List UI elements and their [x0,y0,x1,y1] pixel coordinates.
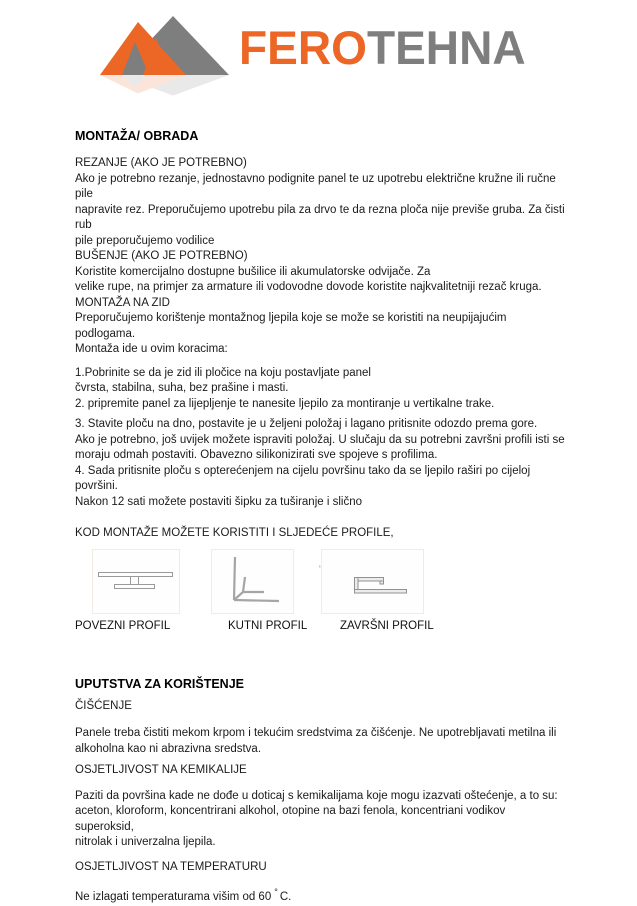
kutni-profil-icon [213,551,292,612]
paragraph-line: alkoholna kao ni abrazivna sredstva. [75,742,262,755]
zavrsni-profil-label: ZAVRŠNI PROFIL [340,619,434,632]
kemikalije-paragraph [75,789,567,851]
heading-busenje: BUŠENJE (AKO JE POTREBNO) [75,250,248,262]
paragraph-line: Panele treba čistiti mekom krpom i tekućim sredstvima za čišćenje. Ne upotrebljavati metilna ili [75,727,557,739]
logo [0,0,637,102]
paragraph-line: aceton, kloroform, koncentrirani alkohol, otopine na bazi fenola, koncentriani vodikov superoksid, [75,805,506,833]
profiles-intro: KOD MONTAŽE MOŽETE KORISTITI I SLJEDEĆE PROFILE, [75,527,394,539]
povezni-profil-label: POVEZNI PROFIL [75,619,171,632]
document-content [0,128,637,906]
ciscenje-paragraph [75,726,567,757]
brand-fero: FERO [239,21,367,74]
paragraph-line: Paziti da površina kade ne dođe u doticaj s kemikalijama koje mogu izazvati oštećenje, a to su: [75,789,558,802]
stray-mark: ' [319,563,321,574]
step-line: 4. Sada pritisnite ploču s opterećenjem na cijelu površinu tako da se ljepilo raširi po cijeloj površini. [75,464,531,492]
paragraph-line: Ako je potrebno rezanje, jednostavno podignite panel te uz upotrebu električne kružne ili ručne pile [75,172,556,200]
degree-symbol: ° [274,887,278,897]
mountain-logo-icon [95,10,235,100]
kutni-profil-label: KUTNI PROFIL [228,619,308,632]
kutni-profil-image [211,549,294,614]
povezni-profil-image [92,549,180,614]
page-title: MONTAŽA/ OBRADA [75,129,199,143]
paragraph-line: pile preporučujemo vodilice [75,234,215,247]
step-line: Ako je potrebno, još uvijek možete ispraviti položaj. U slučaju da su potrebni završni profili isti se [75,433,565,446]
paragraph-line: velike rupe, na primjer za armature ili vodovodne dovode koristite najkvalitetniji rezač kruga. [75,281,542,293]
paragraph-line: Montaža ide u ovim koracima: [75,343,228,355]
paragraph-line: Koristite komercijalno dostupne bušilice ili akumulatorske odvijače. Za [75,265,431,278]
step-line: moraju odmah postaviti. Obavezno silikonizirati sve spojeve s profilima. [75,449,438,461]
paragraph-line: Preporučujemo korištenje montažnog ljepila koje se može se koristiti na neupijajućim podlogama. [75,312,507,340]
povezni-profil-icon [94,551,178,612]
heading-kemikalije: OSJETLJIVOST NA KEMIKALIJE [75,764,247,776]
usage-title: UPUTSTVA ZA KORIŠTENJE [75,676,244,691]
steps-part1 [75,366,567,413]
heading-ciscenje: ČIŠĆENJE [75,699,132,712]
brand-tehna: TEHNA [366,21,526,74]
brand-wordmark [239,21,526,74]
heading-rezanje: REZANJE (AKO JE POTREBNO) [75,157,247,169]
steps-part2 [75,417,567,510]
step-line: 1.Pobrinite se da je zid ili pločice na koju postavljate panel [75,366,371,379]
step-line: čvrsta, stabilna, suha, bez prašine i masti. [75,382,289,394]
heading-montaza-na-zid: MONTAŽA NA ZID [75,296,170,309]
step-line: Nakon 12 sati možete postaviti šipku za tuširanje i slično [75,495,363,508]
profiles-row [75,549,567,643]
step-line: 2. pripremite panel za lijepljenje te nanesite ljepilo za montiranje u vertikalne trake. [75,397,495,410]
zavrsni-profil-image [321,549,424,614]
temperature-unit: C. [279,891,292,903]
heading-temperatura: OSJETLJIVOST NA TEMPERATURU [75,860,267,873]
section-montaza [75,156,567,358]
step-line: 3. Stavite ploču na dno, postavite je u željeni položaj i lagano pritisnite odozdo prema gore. [75,418,538,430]
temperature-text: Ne izlagati temperaturama višim od 60 [75,891,272,903]
zavrsni-profil-icon [323,551,422,612]
paragraph-line: napravite rez. Preporučujemo upotrebu pila za drvo te da rezna ploča nije previše gruba. Za čisti rub [75,203,565,231]
paragraph-line: nitrolak i univerzalna ljepila. [75,836,216,848]
temperature-note [75,885,567,906]
